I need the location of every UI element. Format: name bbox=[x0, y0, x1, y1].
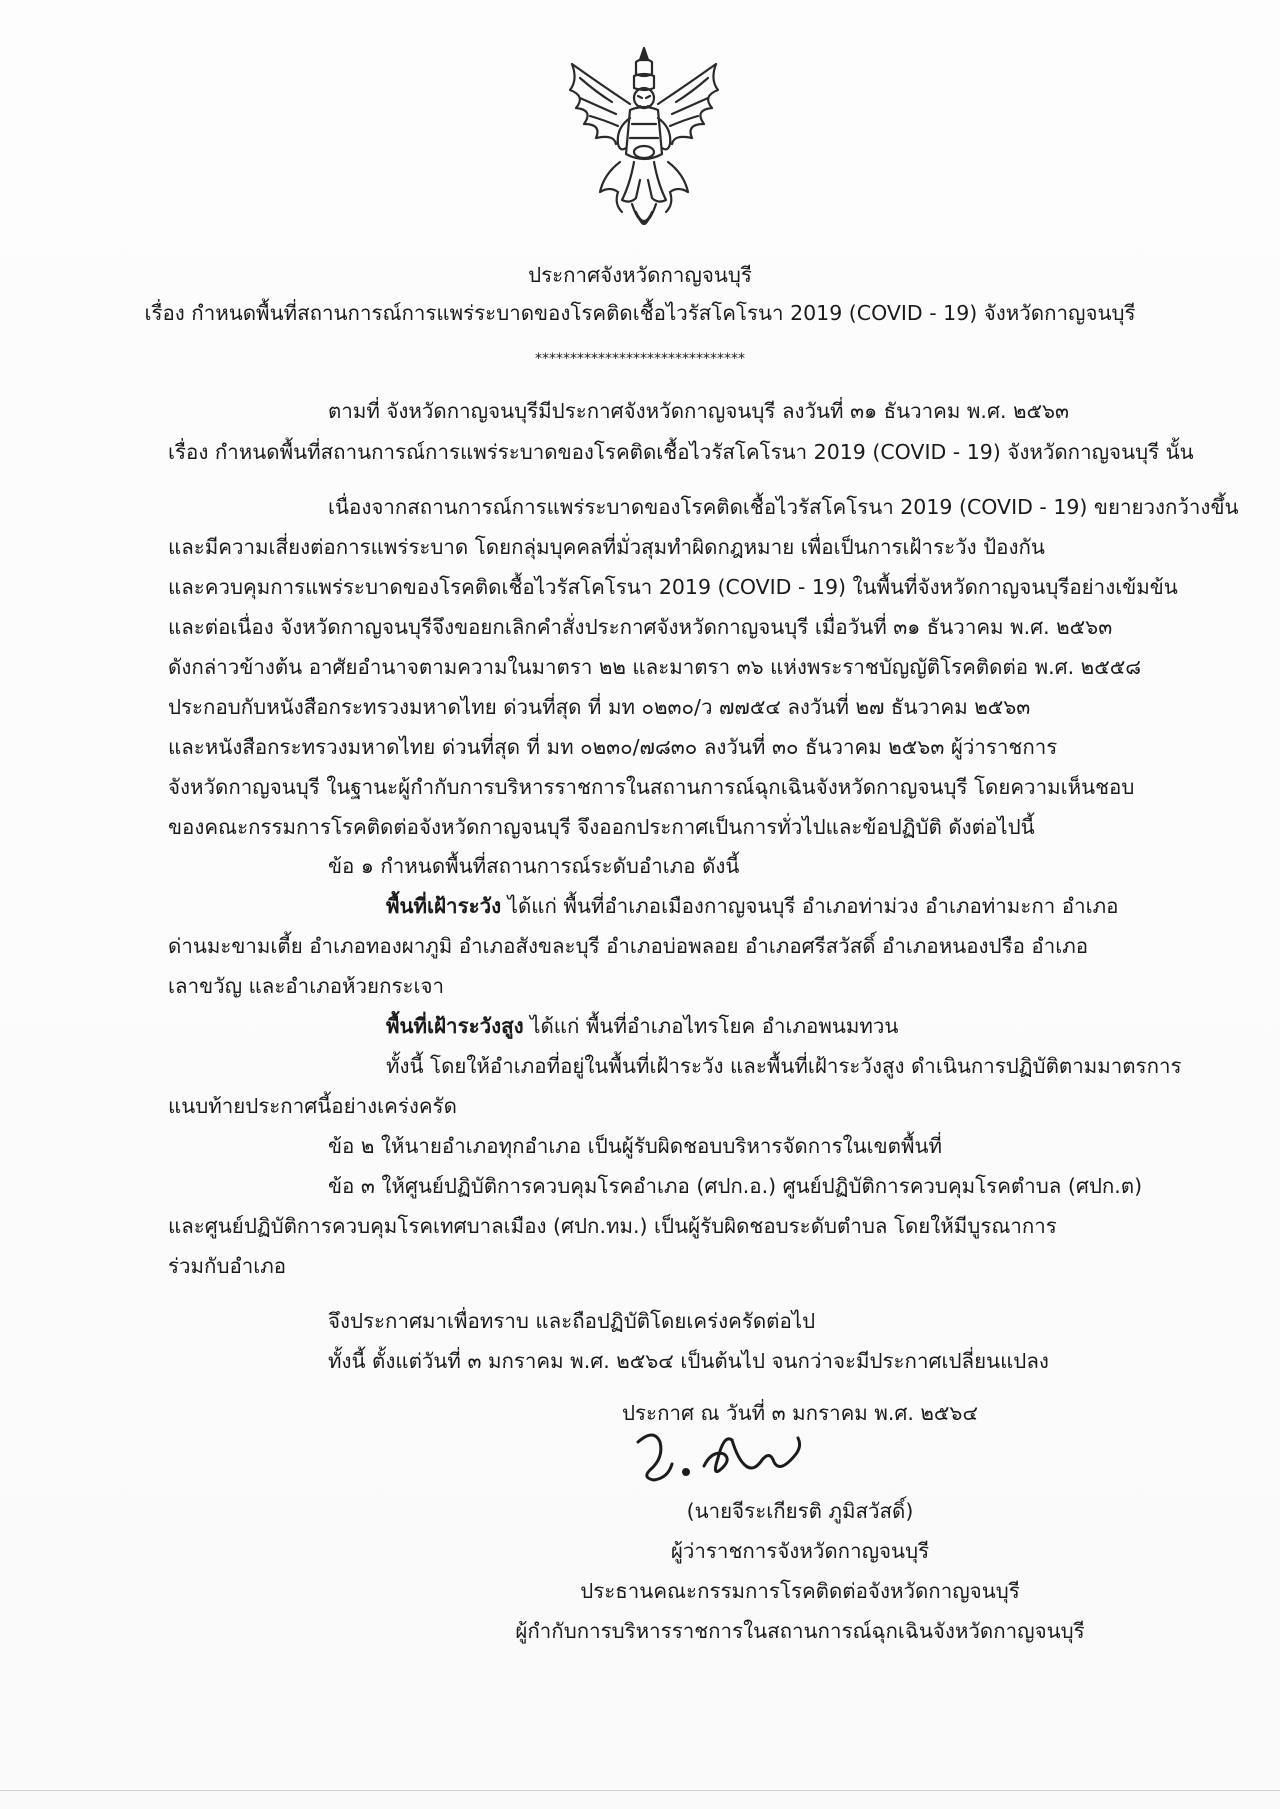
signatory-position-3: ผู้กำกับการบริหารราชการในสถานการณ์ฉุกเฉินจังหวัดกาญจนบุรี bbox=[515, 1619, 1085, 1643]
signatory-name: (นายจีระเกียรติ ภูมิสวัสดิ์) bbox=[686, 1499, 914, 1523]
signatory-block bbox=[440, 1498, 1160, 1658]
paragraph-2-line-5: ดังกล่าวข้างต้น อาศัยอำนาจตามความในมาตรา ๒๒ และมาตรา ๓๖ แห่งพระราชบัญญัติโรคติดต่อ พ.ศ. ๒๕๕๘ bbox=[168, 655, 1142, 679]
paragraph-2-line-1: เนื่องจากสถานการณ์การแพร่ระบาดของโรคติดเชื้อไวรัสโคโรนา 2019 (COVID - 19) ขยายวงกว้างขึ้น bbox=[328, 495, 1239, 519]
announcement-date: ประกาศ ณ วันที่ ๓ มกราคม พ.ศ. ๒๕๖๔ bbox=[622, 1401, 978, 1425]
item-3-line-2: และศูนย์ปฏิบัติการควบคุมโรคเทศบาลเมือง (ศปก.ทม.) เป็นผู้รับผิดชอบระดับตำบล โดยให้มีบูรณาการ bbox=[168, 1214, 1057, 1238]
paragraph-2-line-4: และต่อเนื่อง จังหวัดกาญจนบุรีจึงขอยกเลิกคำสั่งประกาศจังหวัดกาญจนบุรี เมื่อวันที่ ๓๑ ธันวาคม พ.ศ. ๒๕๖๓ bbox=[168, 615, 1113, 639]
watch-area-first: ได้แก่ พื้นที่อำเภอเมืองกาญจนบุรี อำเภอท่าม่วง อำเภอท่ามะกา อำเภอ bbox=[501, 894, 1119, 918]
separator-stars: ****************************** bbox=[535, 351, 745, 367]
paragraph-2-line-8: จังหวัดกาญจนบุรี ในฐานะผู้กำกับการบริหารราชการในสถานการณ์ฉุกเฉินจังหวัดกาญจนบุรี โดยความเห็นชอบ bbox=[168, 775, 1135, 799]
high-watch-area-text: ได้แก่ พื้นที่อำเภอไทรโยค อำเภอพนมทวน bbox=[523, 1014, 899, 1038]
paragraph-1-line-1: ตามที่ จังหวัดกาญจนบุรีมีประกาศจังหวัดกาญจนบุรี ลงวันที่ ๓๑ ธันวาคม พ.ศ. ๒๕๖๓ bbox=[328, 399, 1070, 423]
item-2: ข้อ ๒ ให้นายอำเภอทุกอำเภอ เป็นผู้รับผิดชอบบริหารจัดการในเขตพื้นที่ bbox=[328, 1134, 943, 1158]
watch-area-label: พื้นที่เฝ้าระวัง bbox=[386, 894, 502, 918]
note-line-2: แนบท้ายประกาศนี้อย่างเคร่งครัด bbox=[168, 1094, 457, 1118]
paragraph-2-line-6: ประกอบกับหนังสือกระทรวงมหาดไทย ด่วนที่สุด ที่ มท ๐๒๓๐/ว ๗๗๕๔ ลงวันที่ ๒๗ ธันวาคม ๒๕๖๓ bbox=[168, 695, 1031, 719]
high-watch-area-label: พื้นที่เฝ้าระวังสูง bbox=[386, 1014, 524, 1038]
garuda-emblem-icon bbox=[560, 44, 728, 240]
paragraph-2-line-2: และมีความเสี่ยงต่อการแพร่ระบาด โดยกลุ่มบุคคลที่มั่วสุมทำผิดกฎหมาย เพื่อเป็นการเฝ้าระวัง ป้องกัน bbox=[168, 535, 1045, 559]
item-3-line-3: ร่วมกับอำเภอ bbox=[168, 1254, 287, 1278]
watch-area-line-2: ด่านมะขามเตี้ย อำเภอทองผาภูมิ อำเภอสังขละบุรี อำเภอบ่อพลอย อำเภอศรีสวัสดิ์ อำเภอหนองปรือ อำเภอ bbox=[168, 934, 1089, 958]
paragraph-2-line-9: ของคณะกรรมการโรคติดต่อจังหวัดกาญจนบุรี จึงออกประกาศเป็นการทั่วไปและข้อปฏิบัติ ดังต่อไปนี้ bbox=[168, 815, 1035, 839]
handwritten-signature-icon bbox=[620, 1420, 820, 1495]
paragraph-2-line-3: และควบคุมการแพร่ระบาดของโรคติดเชื้อไวรัสโคโรนา 2019 (COVID - 19) ในพื้นที่จังหวัดกาญจนบุรีอย่างเข้มข้น bbox=[168, 575, 1178, 599]
high-watch-area-line bbox=[386, 1013, 898, 1039]
watch-area-line-3: เลาขวัญ และอำเภอห้วยกระเจา bbox=[168, 974, 445, 998]
signatory-position-2: ประธานคณะกรรมการโรคติดต่อจังหวัดกาญจนบุรี bbox=[580, 1579, 1020, 1603]
note-line-1: ทั้งนี้ โดยให้อำเภอที่อยู่ในพื้นที่เฝ้าระวัง และพื้นที่เฝ้าระวังสูง ดำเนินการปฏิบัติตามมาตรการ bbox=[386, 1054, 1182, 1078]
watch-area-line-1 bbox=[386, 893, 1118, 919]
signatory-position-1: ผู้ว่าราชการจังหวัดกาญจนบุรี bbox=[670, 1539, 930, 1563]
announcement-subject: เรื่อง กำหนดพื้นที่สถานการณ์การแพร่ระบาดของโรคติดเชื้อไวรัสโคโรนา 2019 (COVID - 19) จังหวัดกาญจนบุรี bbox=[144, 301, 1136, 325]
announcement-title: ประกาศจังหวัดกาญจนบุรี bbox=[528, 263, 752, 287]
item-3-line-1: ข้อ ๓ ให้ศูนย์ปฏิบัติการควบคุมโรคอำเภอ (ศปก.อ.) ศูนย์ปฏิบัติการควบคุมโรคตำบล (ศปก.ต) bbox=[328, 1174, 1143, 1198]
item-1-heading: ข้อ ๑ กำหนดพื้นที่สถานการณ์ระดับอำเภอ ดังนี้ bbox=[328, 854, 740, 878]
page-edge bbox=[0, 1790, 1280, 1791]
closing-line-2: ทั้งนี้ ตั้งแต่วันที่ ๓ มกราคม พ.ศ. ๒๕๖๔ เป็นต้นไป จนกว่าจะมีประกาศเปลี่ยนแปลง bbox=[328, 1349, 1049, 1373]
paragraph-1-line-2: เรื่อง กำหนดพื้นที่สถานการณ์การแพร่ระบาดของโรคติดเชื้อไวรัสโคโรนา 2019 (COVID - 19) จังหวัดกาญจนบุรี นั้น bbox=[168, 440, 1194, 464]
paragraph-2-line-7: และหนังสือกระทรวงมหาดไทย ด่วนที่สุด ที่ มท ๐๒๓๐/๗๘๓๐ ลงวันที่ ๓๐ ธันวาคม ๒๕๖๓ ผู้ว่าราชการ bbox=[168, 735, 1058, 759]
closing-line-1: จึงประกาศมาเพื่อทราบ และถือปฏิบัติโดยเคร่งครัดต่อไป bbox=[328, 1309, 816, 1333]
